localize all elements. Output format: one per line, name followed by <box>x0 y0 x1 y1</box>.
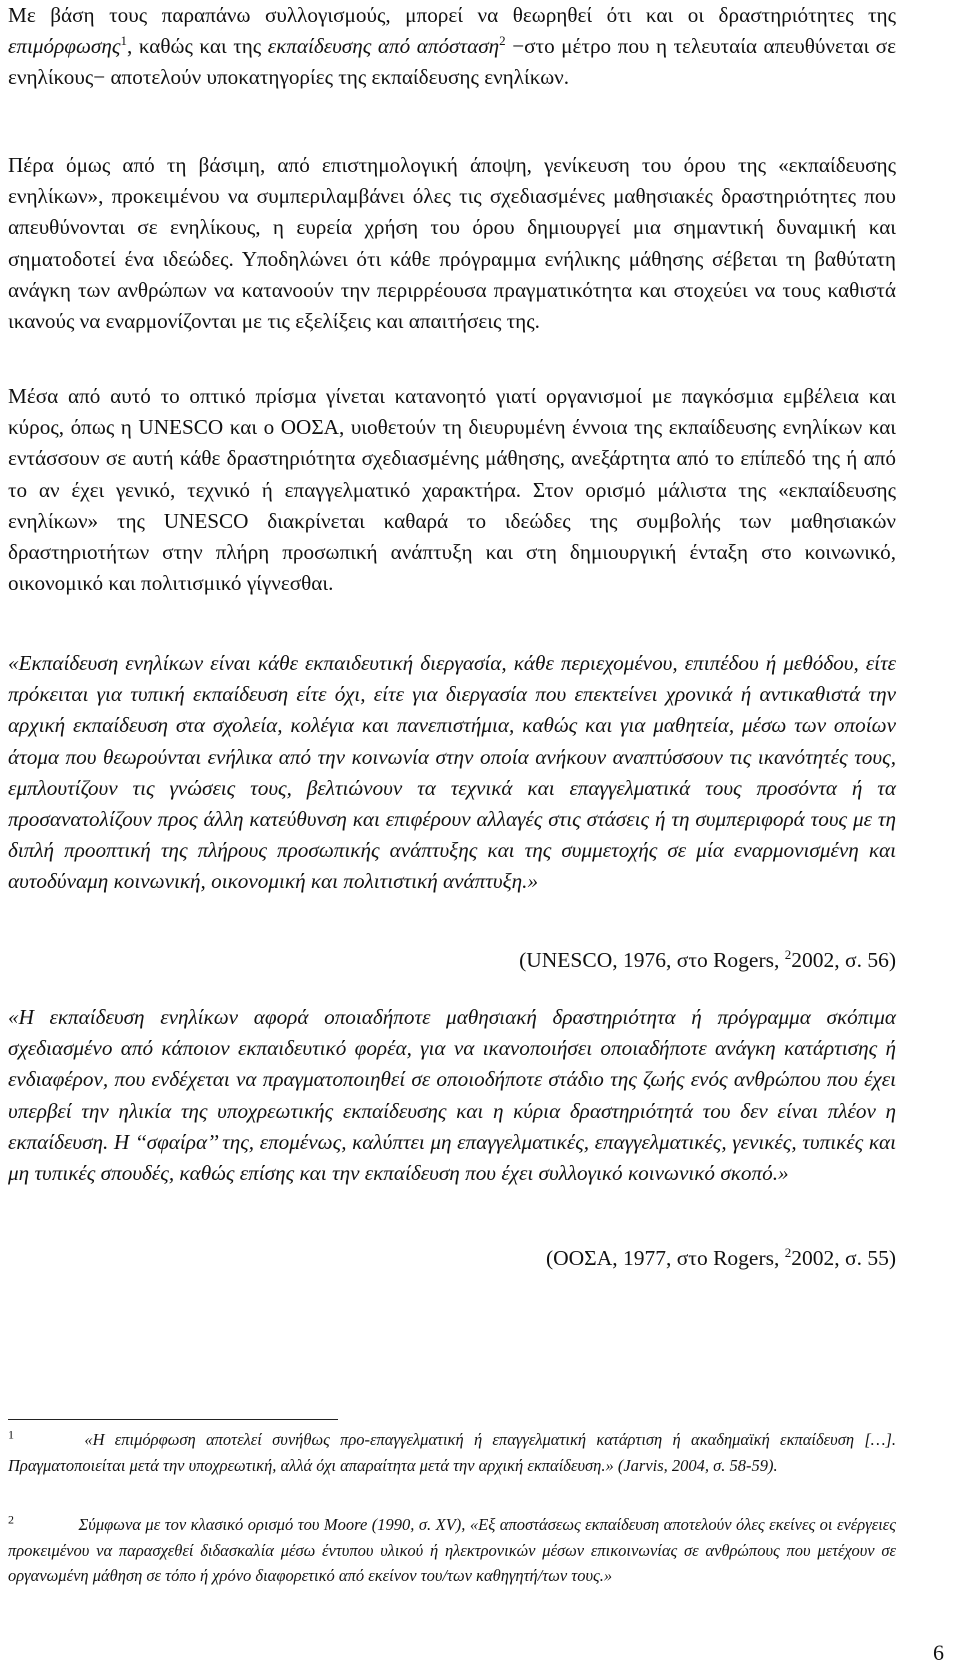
para1-text-a: Με βάση τους παραπάνω συλλογισμούς, μπορεί να θεωρηθεί ότι και οι δραστηριότητες της <box>8 3 896 27</box>
footnote-2-number: 2 <box>8 1512 14 1527</box>
para1-text-c: , καθώς και της <box>127 34 268 59</box>
paragraph-1 <box>8 0 896 94</box>
quote-unesco: «Εκπαίδευση ενηλίκων είναι κάθε εκπαιδευτική διεργασία, κάθε περιεχομένου, επιπέδου ή μεθόδου, είτε πρόκειται για τυπική εκπαίδευση είτε όχι, είτε για διεργασία που επεκτείνει χρονικά ή αντικαθιστά την αρχική εκπαίδευση στα σχολεία, κολέγια και πανεπιστήμια, καθώς και για μαθητεία, μέσω των οποίων άτομα που θεωρούνται ενήλικα από την κοινωνία στην οποία ανήκουν αναπτύσσουν τις ικανότητές τους, εμπλουτίζουν τις γνώσεις τους, βελτιώνουν τα τεχνικά και επαγγελματικά τους προσόντα ή τα προσανατολίζουν προς άλλη κατεύθυνση και επιφέρουν αλλαγές στις στάσεις ή τη συμπεριφορά τους με τη διπλή προοπτική της πλήρους προσωπικής ανάπτυξης και της συμμετοχής σε μία εναρμονισμένη και αυτοδύναμη κοινωνική, οικονομική και πολιτιστική ανάπτυξη.» <box>8 651 896 894</box>
quote-oecd: «Η εκπαίδευση ενηλίκων αφορά οποιαδήποτε μαθησιακή δραστηριότητα ή πρόγραμμα σκόπιμα σχεδιασμένο από κάποιον εκπαιδευτικό φορέα, για να ικανοποιήσει οποιαδήποτε ανάγκη κατάρτισης ή ενδιαφέρον, που ενδέχεται να πραγματοποιηθεί σε οποιοδήποτε στάδιο της ζωής ενός ανθρώπου που έχει υπερβεί την ηλικία της υποχρεωτικής εκπαίδευσης και η κύρια δραστηριότητά του δεν είναι πλέον η εκπαίδευση. Η ‘‘σφαίρα’’ της, επομένως, καλύπτει μη επαγγελματικές, επαγγελματικές, γενικές, τυπικές και μη τυπικές σπουδές, καθώς επίσης και την εκπαίδευση που έχει συλλογικό κοινωνικό σκοπό.» <box>8 1005 896 1186</box>
paragraph-3: Μέσα από αυτό το οπτικό πρίσμα γίνεται κατανοητό γιατί οργανισμοί με παγκόσμια εμβέλεια και κύρος, όπως η UNESCO και ο ΟΟΣΑ, υιοθετούν τη διευρυμένη έννοια της εκπαίδευσης ενηλίκων και εντάσσουν σε αυτή κάθε δραστηριότητα σχεδιασμένης μάθησης, ανεξάρτητα από το επίπεδό της ή από το αν έχει γενικό, τεχνικό ή επαγγελματικό χαρακτήρα. Στον ορισμό μάλιστα της «εκπαίδευσης ενηλίκων» της UNESCO διακρίνεται καθαρά το ιδεώδες της συμβολής των μαθησιακών δραστηριοτήτων στην πλήρη προσωπική ανάπτυξη και στη δημιουργική ένταξη στο κοινωνικό, οικονομικό και πολιτισμικό γίγνεσθαι. <box>8 384 896 596</box>
citation-unesco <box>8 945 896 976</box>
para1-text-e: −στο μέτρο που η τελευταία απευθύνεται σε ενηλίκους− αποτελούν υποκατηγορίες της εκπαίδευσης ενηλίκων. <box>8 34 896 90</box>
citation-unesco-post: 2002, σ. 56) <box>791 948 896 972</box>
footnote-2 <box>8 1512 896 1589</box>
citation-oecd-post: 2002, σ. 55) <box>791 1246 896 1270</box>
page-number: 6 <box>933 1640 944 1665</box>
footnote-2-text: Σύμφωνα με τον κλασικό ορισμό του Moore (1990, σ. XV), «Εξ αποστάσεως εκπαίδευση αποτελούν όλες εκείνες οι ενέργειες προκειμένου να παρασχεθεί διδασκαλία μέσω έντυπου υλικού ή ηλεκτρονικών μέσων επικοινωνίας σε ανθρώπους που μετέχουν σε οργανωμένη μάθηση σε τόπο ή χρόνο διαφορετικό από εκείνον του/των καθηγητή/των τους.» <box>8 1515 896 1586</box>
footnote-ref-2: 2 <box>499 33 506 49</box>
footnote-separator <box>8 1419 338 1420</box>
para1-term-epimorfosi: επιμόρφωσης <box>8 34 121 59</box>
para1-term-distance-education: εκπαίδευσης από απόσταση <box>267 34 500 59</box>
footnote-1-text: «Η επιμόρφωση αποτελεί συνήθως προ-επαγγελματική ή επαγγελματική κατάρτιση ή ακαδημαϊκή εκπαίδευση […]. Πραγματοποιείται μετά την υποχρεωτική, αλλά όχι απαραίτητα μετά την αρχική εκπαίδευση.» (Jarvis, 2004, σ. 58-59). <box>8 1430 897 1475</box>
footnote-ref-1: 1 <box>120 33 127 49</box>
footnote-1-number: 1 <box>8 1427 14 1442</box>
footnote-1 <box>8 1427 896 1478</box>
citation-oecd-pre: (ΟΟΣΑ, 1977, στο Rogers, <box>545 1246 785 1270</box>
citation-unesco-edition: 2 <box>784 946 792 962</box>
paragraph-2: Πέρα όμως από τη βάσιμη, από επιστημολογική άποψη, γενίκευση του όρου της «εκπαίδευσης ενηλίκων», προκειμένου να συμπεριλαμβάνει όλες τις σχεδιασμένες μαθησιακές δραστηριότητες που απευθύνονται σε ενηλίκους, η ευρεία χρήση του όρου δημιουργεί μια σημαντική δυναμική και σηματοδοτεί ένα ιδεώδες. Υποδηλώνει ότι κάθε πρόγραμμα ενήλικης μάθησης σέβεται τη βαθύτατη ανάγκη των ανθρώπων να κατανοούν την περιρρέουσα πραγματικότητα και στοχεύει να τους καθιστά ικανούς να εναρμονίζονται με τις εξελίξεις και απαιτήσεις της. <box>8 153 896 334</box>
citation-oecd-edition: 2 <box>784 1244 792 1260</box>
citation-unesco-pre: (UNESCO, 1976, στο Rogers, <box>519 948 785 972</box>
citation-oecd <box>8 1243 896 1274</box>
